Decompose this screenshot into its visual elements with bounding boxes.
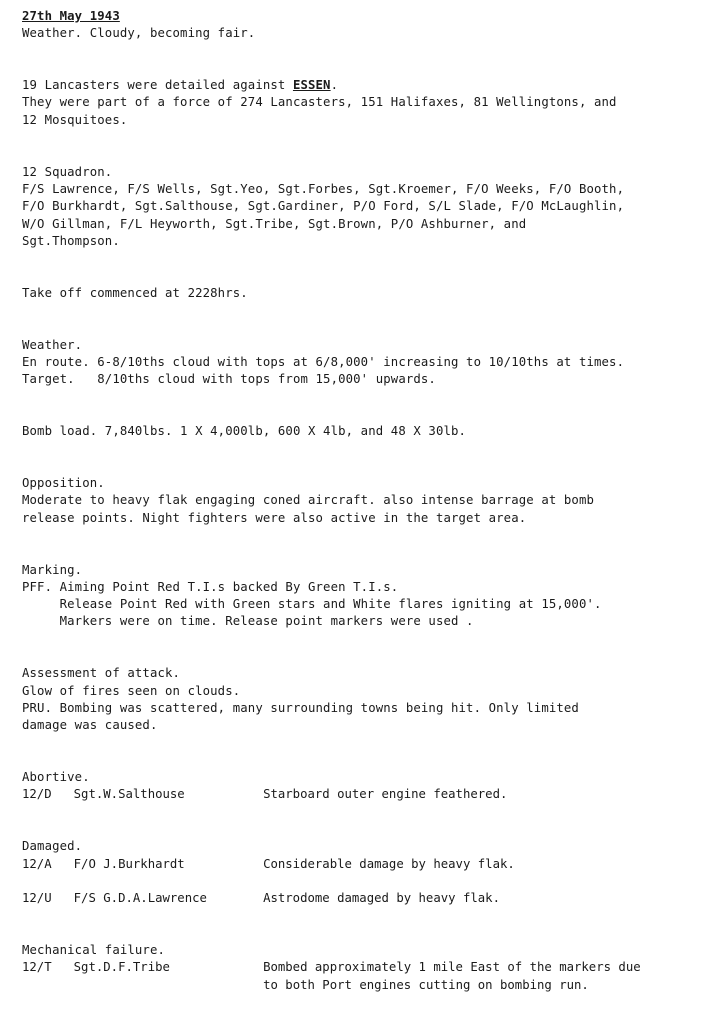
take-off-line: Take off commenced at 2228hrs.	[22, 285, 248, 300]
remark-text: Considerable damage by heavy flak.	[263, 856, 515, 871]
spacer	[22, 146, 716, 163]
spacer	[22, 129, 716, 146]
remark-text: Bombed approximately 1 mile East of the markers due	[263, 960, 641, 975]
opposition-heading: Opposition.	[22, 476, 105, 491]
spacer	[22, 389, 716, 406]
remark-text: Astrodome damaged by heavy flak.	[263, 891, 500, 906]
aircraft-code: 12/A	[22, 856, 52, 871]
squadron-heading: 12 Squadron.	[22, 164, 113, 179]
abortive-heading: Abortive.	[22, 770, 90, 785]
spacer	[22, 752, 716, 769]
aircraft-code: 12/D	[22, 787, 52, 802]
spacer	[22, 804, 716, 821]
spacer	[22, 319, 716, 336]
aircraft-code: 12/U	[22, 891, 52, 906]
spacer	[22, 544, 716, 561]
ops-intro-line-1	[22, 77, 716, 94]
assessment-line: PRU. Bombing was scattered, many surrounding towns being hit. Only limited	[22, 700, 579, 715]
damaged-row	[22, 890, 716, 907]
crew-line: F/S Lawrence, F/S Wells, Sgt.Yeo, Sgt.Forbes, Sgt.Kroemer, F/O Weeks, F/O Booth,	[22, 181, 625, 196]
opposition-line: release points. Night fighters were also active in the target area.	[22, 510, 527, 525]
marking-line: Release Point Red with Green stars and White flares igniting at 15,000'.	[22, 597, 602, 612]
crew-line: Sgt.Thompson.	[22, 233, 120, 248]
spacer	[22, 527, 716, 544]
date-heading: 27th May 1943	[22, 9, 120, 23]
spacer	[22, 821, 716, 838]
spacer	[22, 267, 716, 284]
ops-intro-suffix: .	[330, 78, 339, 93]
marking-line: PFF. Aiming Point Red T.I.s backed By Green T.I.s.	[22, 579, 399, 594]
spacer	[22, 302, 716, 319]
remark-text: to both Port engines cutting on bombing run.	[263, 977, 589, 992]
weather-line: Target. 8/10ths cloud with tops from 15,000' upwards.	[22, 372, 436, 387]
opposition-line: Moderate to heavy flak engaging coned aircraft. also intense barrage at bomb	[22, 493, 595, 508]
remark-text: Starboard outer engine feathered.	[263, 787, 508, 802]
spacer	[22, 43, 716, 60]
crew-name: F/S G.D.A.Lawrence	[73, 891, 207, 906]
crew-line: F/O Burkhardt, Sgt.Salthouse, Sgt.Gardiner, P/O Ford, S/L Slade, F/O McLaughlin,	[22, 199, 625, 214]
target-name: ESSEN	[292, 78, 331, 93]
assessment-heading: Assessment of attack.	[22, 666, 181, 681]
damaged-heading: Damaged.	[22, 839, 83, 854]
mechanical-failure-heading: Mechanical failure.	[22, 943, 166, 958]
spacer	[22, 631, 716, 648]
crew-name: Sgt.W.Salthouse	[73, 787, 185, 802]
ops-intro-line-2: They were part of a force of 274 Lancasters, 151 Halifaxes, 81 Wellingtons, and	[22, 95, 617, 110]
spacer	[22, 440, 716, 457]
spacer	[22, 925, 716, 942]
abortive-row	[22, 786, 716, 803]
spacer	[22, 648, 716, 665]
marking-heading: Marking.	[22, 562, 83, 577]
aircraft-code: 12/T	[22, 960, 52, 975]
ops-intro-line-3: 12 Mosquitoes.	[22, 112, 128, 127]
weather-heading: Weather.	[22, 337, 83, 352]
crew-line: W/O Gillman, F/L Heyworth, Sgt.Tribe, Sgt.Brown, P/O Ashburner, and	[22, 216, 527, 231]
mechanical-failure-row-continued	[22, 977, 716, 994]
spacer	[22, 406, 716, 423]
spacer	[22, 907, 716, 924]
crew-name: Sgt.D.F.Tribe	[73, 960, 170, 975]
spacer	[22, 60, 716, 77]
spacer	[22, 873, 716, 890]
assessment-line: Glow of fires seen on clouds.	[22, 683, 241, 698]
spacer	[22, 250, 716, 267]
spacer	[22, 734, 716, 751]
weather-summary-line: Weather. Cloudy, becoming fair.	[22, 26, 256, 41]
mechanical-failure-row	[22, 959, 716, 976]
damaged-row	[22, 856, 716, 873]
assessment-line: damage was caused.	[22, 718, 158, 733]
bomb-load-line: Bomb load. 7,840lbs. 1 X 4,000lb, 600 X 4lb, and 48 X 30lb.	[22, 424, 467, 439]
ops-intro-prefix: 19 Lancasters were detailed against	[22, 78, 293, 93]
crew-name: F/O J.Burkhardt	[73, 856, 185, 871]
weather-line: En route. 6-8/10ths cloud with tops at 6/8,000' increasing to 10/10ths at times.	[22, 354, 625, 369]
spacer	[22, 458, 716, 475]
marking-line: Markers were on time. Release point markers were used .	[22, 614, 474, 629]
